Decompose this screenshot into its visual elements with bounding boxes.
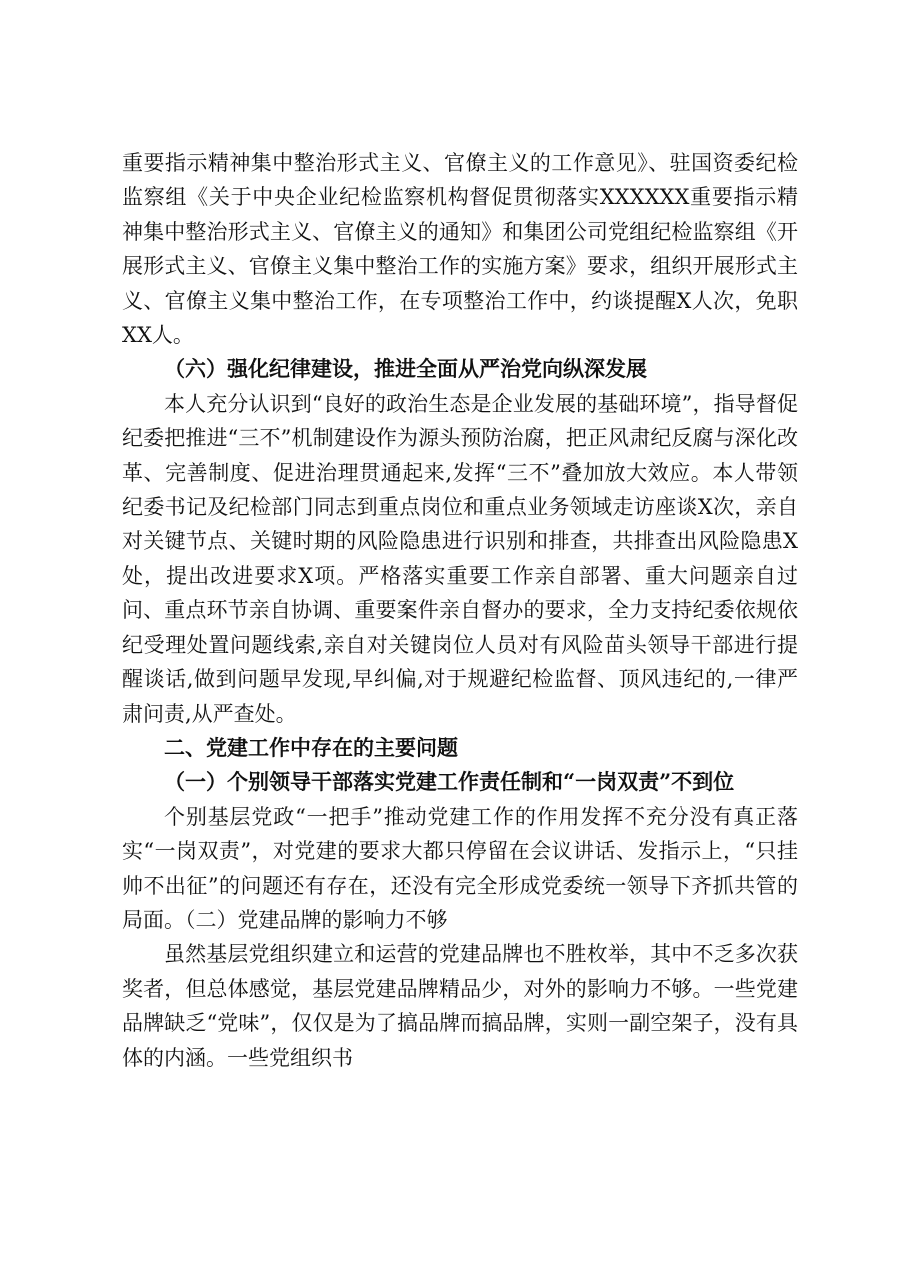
paragraph-brand: 虽然基层党组织建立和运营的党建品牌也不胜枚举，其中不乏多次获奖者，但总体感觉，基层党建品牌精品少，对外的影响力不够。一些党建品牌缺乏“党味”，仅仅是为了搞品牌而搞品牌，实则一副空架子，没有具体的内涵。一些党组织书 [122,942,798,1070]
subheading-discipline: （六）强化纪律建设，推进全面从严治党向纵深发展 [164,356,647,382]
heading-main-problems: 二、党建工作中存在的主要问题 [164,735,458,760]
paragraph-discipline: 本人充分认识到“良好的政治生态是企业发展的基础环境”，指导督促纪委把推进“三不”机制建设作为源头预防治腐，把正风肃纪反腐与深化改革、完善制度、促进治理贯通起来,发挥“三不”叠加放大效应。本人带领纪委书记及纪检部门同志到重点岗位和重点业务领域走访座谈X次，亲自对关键节点、关键时期的风险隐患进行识别和排查，共排查出风险隐患X处，提出改进要求X项。严格落实重要工作亲自部署、重大问题亲自过问、重点环节亲自协调、重要案件亲自督办的要求，全力支持纪委依规依纪受理处置问题线索,亲自对关键岗位人员对有风险苗头领导干部进行提醒谈话,做到问题早发现,早纠偏,对于规避纪检监督、顶风违纪的,一律严肃问责,从严查处。 [122,391,798,726]
subheading-responsibility: （一）个别领导干部落实党建工作责任制和“一岗双责”不到位 [164,769,735,795]
document-page [122,146,798,1075]
paragraph-responsibility: 个别基层党政“一把手”推动党建工作的作用发挥不充分没有真正落实“一岗双责”，对党建的要求大都只停留在会议讲话、发指示上，“只挂帅不出征”的问题还有存在，还没有完全形成党委统一领导下齐抓共管的局面。（二）党建品牌的影响力不够 [122,804,798,932]
paragraph-continuation: 重要指示精神集中整治形式主义、官僚主义的工作意见》、驻国资委纪检监察组《关于中央企业纪检监察机构督促贯彻落实XXXXXX重要指示精神集中整治形式主义、官僚主义的通知》和集团公司党组纪检监察组《开展形式主义、官僚主义集中整治工作的实施方案》要求，组织开展形式主义、官僚主义集中整治工作，在专项整治工作中，约谈提醒X人次，免职XX人。 [122,151,798,348]
